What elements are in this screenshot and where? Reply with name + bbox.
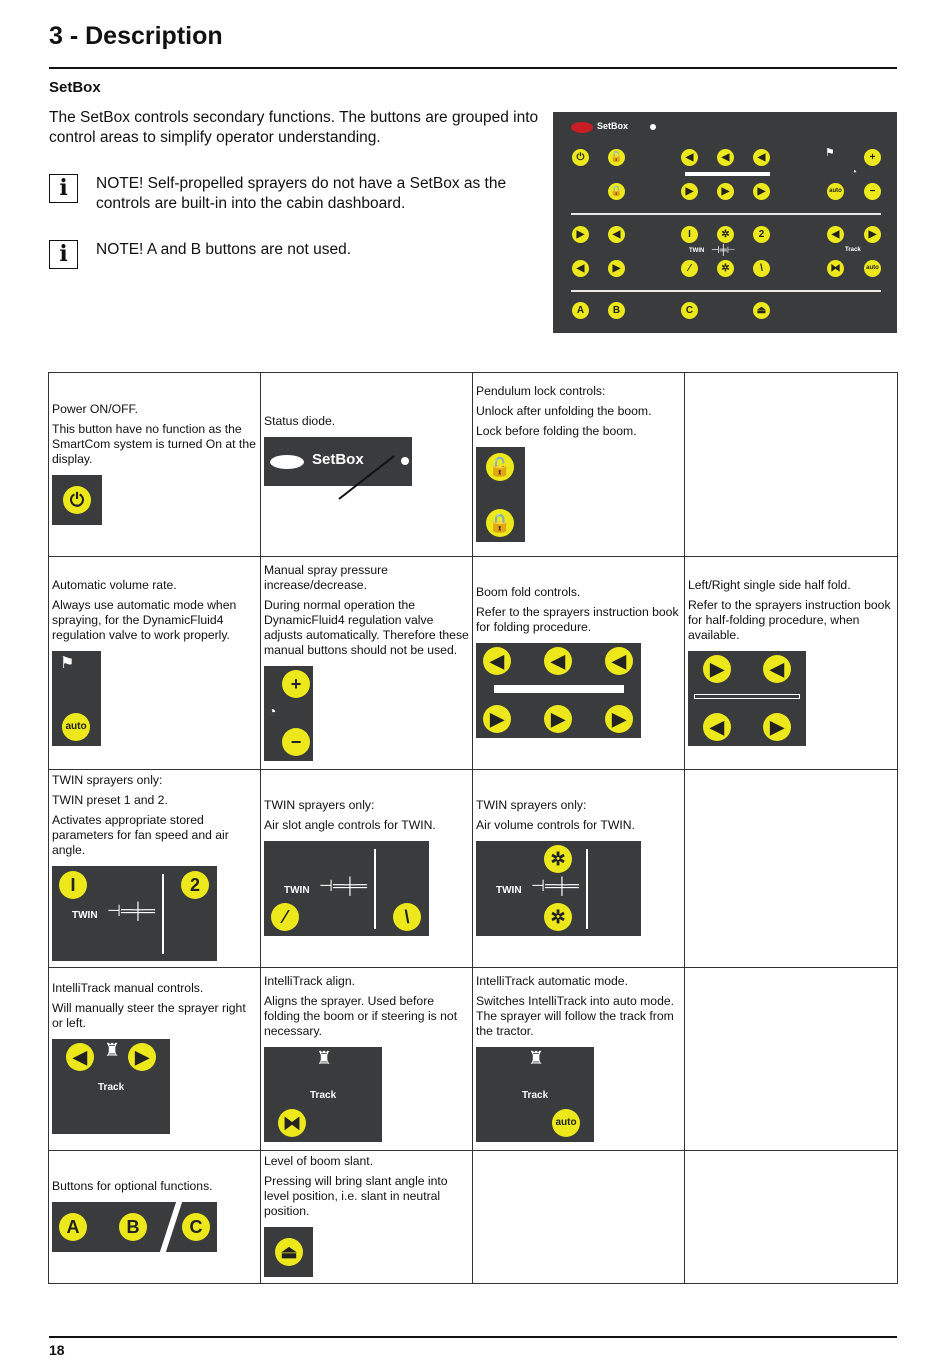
air-slot-icon: ⁄ bbox=[681, 260, 698, 277]
plus-icon: + bbox=[864, 149, 881, 166]
tractor-icon: ♜ bbox=[316, 1047, 333, 1068]
arrow-right-icon: ▶ bbox=[717, 183, 734, 200]
note-text: NOTE! A and B buttons are not used. bbox=[96, 241, 352, 258]
cell-twin-slot: TWIN sprayers only: Air slot angle controls for TWIN. TWIN ⊣═╪═ ⁄ \ bbox=[261, 770, 473, 968]
fan-icon: ✲ bbox=[717, 260, 734, 277]
top-rule bbox=[49, 67, 897, 69]
arrow-left-icon: ◀ bbox=[681, 149, 698, 166]
fan-icon: ✲ bbox=[544, 845, 572, 873]
status-tile bbox=[264, 437, 412, 486]
align-icon: ⧓ bbox=[278, 1109, 306, 1137]
twin-slot-tile bbox=[264, 841, 429, 936]
arrow-right-icon: ▶ bbox=[864, 226, 881, 243]
lock-open-icon: 🔓 bbox=[486, 453, 514, 481]
cell-slant: Level of boom slant. Pressing will bring slant angle into level position, i.e. slant in neutral position. ⏏ bbox=[261, 1151, 473, 1284]
power-icon: ⏻ bbox=[572, 149, 589, 166]
note-text: NOTE! Self-propelled sprayers do not have a SetBox as the controls are built-in into the cabin dashboard. bbox=[96, 175, 507, 212]
function-table bbox=[48, 372, 898, 1284]
button-b: B bbox=[119, 1213, 147, 1241]
nozzle-icon: ⚑ bbox=[825, 147, 835, 159]
cell-twin-preset: TWIN sprayers only: TWIN preset 1 and 2. Activates appropriate stored parameters for fan speed and air angle. I 2 TWIN ⊣═╪═ bbox=[49, 770, 261, 968]
cell-empty bbox=[473, 1151, 685, 1284]
setbox-name: SetBox bbox=[597, 121, 629, 131]
air-slot-icon: \ bbox=[753, 260, 770, 277]
boom-line bbox=[586, 849, 588, 929]
air-slot-icon: \ bbox=[393, 903, 421, 931]
arrow-left-icon: ◀ bbox=[483, 647, 511, 675]
info-icon: i bbox=[49, 240, 78, 269]
bottom-rule bbox=[49, 1336, 897, 1338]
hardi-logo bbox=[270, 455, 304, 469]
tractor-icon: ⊣═╪═ bbox=[319, 878, 367, 895]
cell-boom-fold: Boom fold controls. Refer to the sprayers instruction book for folding procedure. ◀ ◀ ◀ ▶ ▶ ▶ bbox=[473, 557, 685, 770]
boom-sections bbox=[494, 685, 624, 693]
arrow-right-icon: ▶ bbox=[681, 183, 698, 200]
arrow-right-icon: ▶ bbox=[763, 713, 791, 741]
half-fold-tile bbox=[688, 651, 806, 746]
minus-icon: − bbox=[282, 728, 310, 756]
boom-fold-tile bbox=[476, 643, 641, 738]
button-a: A bbox=[59, 1213, 87, 1241]
setbox-overview-panel bbox=[553, 112, 897, 333]
half-boom-sections bbox=[694, 694, 800, 699]
hardi-logo bbox=[571, 122, 593, 133]
arrow-right-icon: ▶ bbox=[544, 705, 572, 733]
lock-closed-icon: 🔒 bbox=[486, 509, 514, 537]
power-icon: ⏻ bbox=[63, 486, 91, 514]
info-icon: i bbox=[49, 174, 78, 203]
twin-preset-2-icon: 2 bbox=[181, 871, 209, 899]
fan-icon: ✲ bbox=[717, 226, 734, 243]
cell-track-align: IntelliTrack align. Aligns the sprayer. Used before folding the boom or if steering is not necessary. ♜ Track ⧓ bbox=[261, 968, 473, 1151]
arrow-right-icon: ▶ bbox=[483, 705, 511, 733]
arrow-right-icon: ▶ bbox=[703, 655, 731, 683]
tractor-icon: ♜ bbox=[528, 1047, 545, 1068]
track-label: Track bbox=[522, 1089, 549, 1101]
auto-icon: auto bbox=[62, 713, 90, 741]
arrow-left-icon: ◀ bbox=[753, 149, 770, 166]
chapter-title: 3 - Description bbox=[49, 22, 223, 50]
twin-label: TWIN bbox=[689, 248, 705, 254]
boom-line bbox=[374, 849, 376, 929]
twin-preset-1-icon: I bbox=[59, 871, 87, 899]
cell-track-manual: IntelliTrack manual controls. Will manually steer the sprayer right or left. ◀ ♜ ▶ Track bbox=[49, 968, 261, 1151]
boom-line bbox=[162, 874, 164, 954]
cell-twin-air: TWIN sprayers only: Air volume controls for TWIN. ✲ TWIN ⊣═╪═ ✲ bbox=[473, 770, 685, 968]
align-icon: ⧓ bbox=[827, 260, 844, 277]
cell-power: Power ON/OFF. This button have no function as the SmartCom system is turned On at the display. ⏻ bbox=[49, 373, 261, 557]
arrow-left-icon: ◀ bbox=[717, 149, 734, 166]
track-auto-tile bbox=[476, 1047, 594, 1142]
arrow-left-icon: ◀ bbox=[572, 260, 589, 277]
auto-volume-tile bbox=[52, 651, 101, 746]
track-align-tile bbox=[264, 1047, 382, 1142]
twin-preset-2-icon: 2 bbox=[753, 226, 770, 243]
button-a: A bbox=[572, 302, 589, 319]
auto-icon: auto bbox=[552, 1109, 580, 1137]
pressure-gauge-icon: ◔ bbox=[268, 702, 277, 719]
button-c: C bbox=[681, 302, 698, 319]
slant-level-icon: ⏏ bbox=[753, 302, 770, 319]
setbox-name: SetBox bbox=[312, 451, 364, 468]
cell-track-auto: IntelliTrack automatic mode. Switches IntelliTrack into auto mode. The sprayer will follow the track from the tractor. ♜ Track auto bbox=[473, 968, 685, 1151]
tractor-icon: ♜ bbox=[104, 1040, 121, 1060]
pendulum-tile bbox=[476, 447, 525, 542]
arrow-right-icon: ▶ bbox=[605, 705, 633, 733]
minus-icon: − bbox=[864, 183, 881, 200]
arrow-left-icon: ◀ bbox=[763, 655, 791, 683]
twin-label: TWIN bbox=[496, 885, 522, 896]
auto-icon: auto bbox=[827, 183, 844, 200]
slant-tile bbox=[264, 1227, 313, 1277]
arrow-left-icon: ◀ bbox=[605, 647, 633, 675]
button-b: B bbox=[608, 302, 625, 319]
boom-sections bbox=[685, 172, 770, 176]
tractor-icon: ⊣╪⊢ bbox=[711, 245, 736, 256]
tractor-icon: ⊣═╪═ bbox=[531, 878, 579, 895]
track-label: Track bbox=[98, 1082, 125, 1093]
status-diode bbox=[650, 124, 656, 130]
lock-open-icon: 🔓 bbox=[608, 149, 625, 166]
divider bbox=[571, 213, 881, 215]
arrow-left-icon: ◀ bbox=[608, 226, 625, 243]
cell-empty bbox=[685, 968, 898, 1151]
pressure-tile bbox=[264, 666, 313, 761]
cell-empty bbox=[685, 770, 898, 968]
twin-preset-tile bbox=[52, 866, 217, 961]
button-c: C bbox=[182, 1213, 210, 1241]
pressure-gauge-icon: ◔ bbox=[851, 167, 858, 178]
arrow-left-icon: ◀ bbox=[544, 647, 572, 675]
power-tile bbox=[52, 475, 102, 525]
arrow-left-icon: ◀ bbox=[66, 1043, 94, 1071]
fan-icon: ✲ bbox=[544, 903, 572, 931]
cell-empty bbox=[685, 373, 898, 557]
plus-icon: + bbox=[282, 670, 310, 698]
arrow-right-icon: ▶ bbox=[128, 1043, 156, 1071]
arrow-left-icon: ◀ bbox=[827, 226, 844, 243]
twin-label: TWIN bbox=[72, 910, 98, 921]
arrow-right-icon: ▶ bbox=[753, 183, 770, 200]
tractor-icon: ⊣═╪═ bbox=[107, 903, 155, 920]
cell-pressure: Manual spray pressure increase/decrease. During normal operation the DynamicFluid4 regulation valve adjusts automatically. Therefore these manual buttons should not be used. + ◔ − bbox=[261, 557, 473, 770]
divider bbox=[160, 1202, 182, 1252]
cell-pendulum: Pendulum lock controls: Unlock after unfolding the boom. Lock before folding the boom. 🔓 🔒 bbox=[473, 373, 685, 557]
twin-air-tile bbox=[476, 841, 641, 936]
page-number: 18 bbox=[49, 1342, 65, 1358]
cell-half-fold: Left/Right single side half fold. Refer to the sprayers instruction book for half-folding procedure, when available. ▶ ◀ ◀ ▶ bbox=[685, 557, 898, 770]
status-diode bbox=[401, 457, 409, 465]
cell-auto-volume: Automatic volume rate. Always use automatic mode when spraying, for the DynamicFluid4 regulation valve to work properly. ⚑ auto bbox=[49, 557, 261, 770]
cell-optional: Buttons for optional functions. A B C bbox=[49, 1151, 261, 1284]
slant-level-icon: ⏏ bbox=[275, 1238, 303, 1266]
section-title: SetBox bbox=[49, 79, 101, 96]
arrow-left-icon: ◀ bbox=[703, 713, 731, 741]
cell-status: Status diode. SetBox bbox=[261, 373, 473, 557]
track-manual-tile bbox=[52, 1039, 170, 1134]
intro-text: The SetBox controls secondary functions. The buttons are grouped into control areas to simplify operator understanding. bbox=[49, 109, 539, 146]
lock-closed-icon: 🔒 bbox=[608, 183, 625, 200]
arrow-icon bbox=[264, 486, 469, 512]
arrow-right-icon: ▶ bbox=[572, 226, 589, 243]
auto-icon: auto bbox=[864, 260, 881, 277]
track-label: Track bbox=[845, 247, 861, 253]
track-label: Track bbox=[310, 1089, 337, 1101]
divider bbox=[571, 290, 881, 292]
arrow-right-icon: ▶ bbox=[608, 260, 625, 277]
cell-empty bbox=[685, 1151, 898, 1284]
optional-tile bbox=[52, 1202, 217, 1252]
air-slot-icon: ⁄ bbox=[271, 903, 299, 931]
twin-label: TWIN bbox=[284, 885, 310, 896]
nozzle-icon: ⚑ bbox=[60, 654, 75, 672]
twin-preset-1-icon: I bbox=[681, 226, 698, 243]
